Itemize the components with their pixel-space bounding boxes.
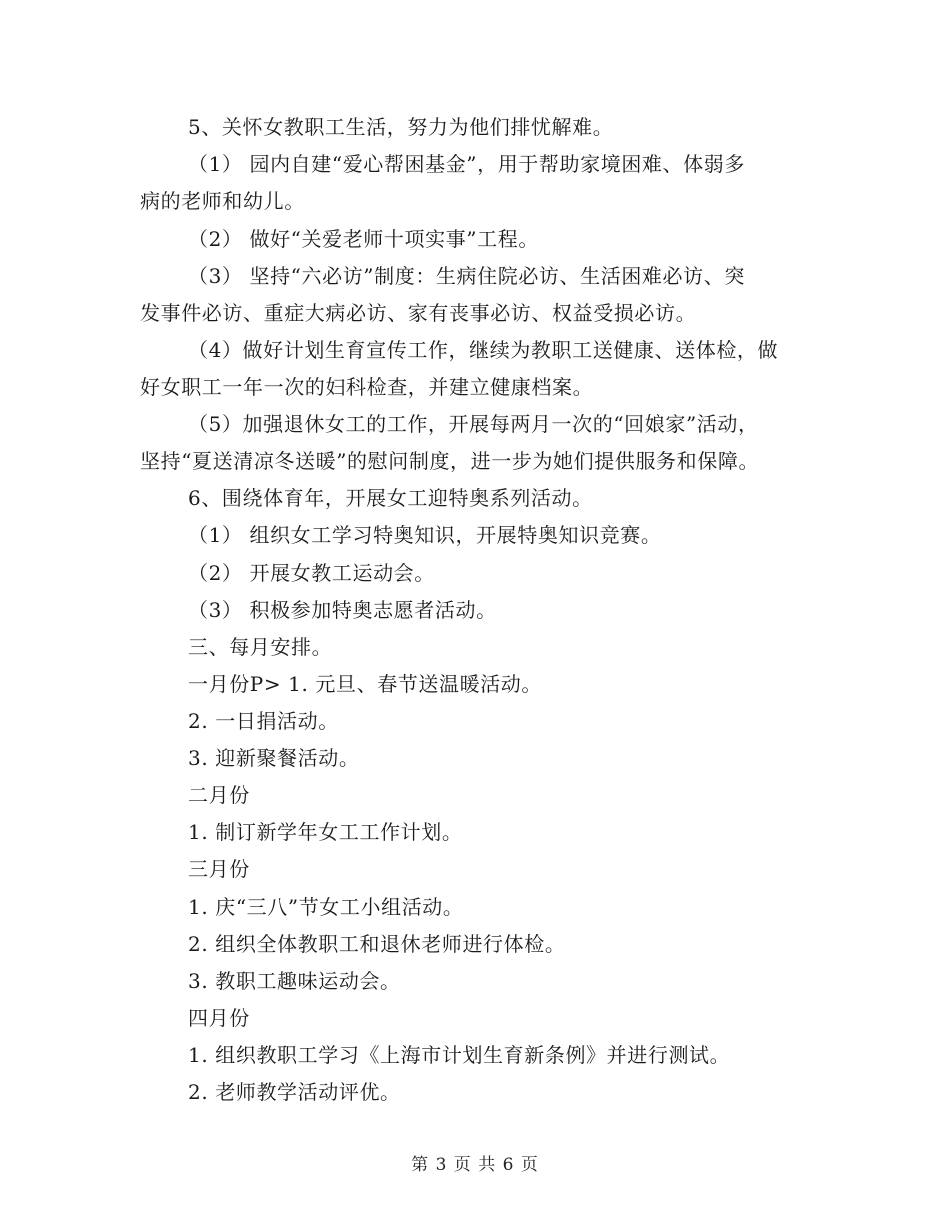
text-line: 病的老师和幼儿。 bbox=[140, 189, 305, 213]
text-line: （2） 做好“关爱老师十项实事”工程。 bbox=[188, 227, 539, 251]
month-heading: 二月份 bbox=[188, 783, 250, 807]
text-line: 坚持“夏送清凉冬送暖”的慰问制度，进一步为她们提供服务和保障。 bbox=[140, 449, 760, 473]
text-line: （1） 组织女工学习特奥知识，开展特奥知识竞赛。 bbox=[188, 523, 662, 547]
text-line: （2） 开展女教工运动会。 bbox=[188, 561, 435, 585]
text-line: 6、围绕体育年，开展女工迎特奥系列活动。 bbox=[188, 486, 593, 510]
text-line: 1. 组织教职工学习《上海市计划生育新条例》并进行测试。 bbox=[188, 1043, 731, 1067]
page-footer: 第 3 页 共 6 页 bbox=[411, 1155, 539, 1175]
section-heading: 三、每月安排。 bbox=[188, 635, 333, 659]
text-line: 2. 一日捐活动。 bbox=[188, 709, 339, 733]
text-line: （3） 坚持“六必访”制度：生病住院必访、生活困难必访、突 bbox=[188, 264, 745, 288]
text-line: 2. 老师教学活动评优。 bbox=[188, 1080, 401, 1104]
text-line: 3. 迎新聚餐活动。 bbox=[188, 746, 360, 770]
text-line: 3. 教职工趣味运动会。 bbox=[188, 969, 401, 993]
text-line: 1. 制订新学年女工工作计划。 bbox=[188, 820, 463, 844]
text-line: （4）做好计划生育宣传工作，继续为教职工送健康、送体检，做 bbox=[188, 338, 779, 362]
month-heading: 四月份 bbox=[188, 1006, 250, 1030]
text-line: （3） 积极参加特奥志愿者活动。 bbox=[188, 598, 497, 622]
month-heading: 三月份 bbox=[188, 857, 250, 881]
text-line: （5）加强退休女工的工作，开展每两月一次的“回娘家”活动， bbox=[188, 412, 759, 436]
text-line: 一月份P> 1. 元旦、春节送温暖活动。 bbox=[188, 672, 543, 696]
text-line: 1. 庆“三八”节女工小组活动。 bbox=[188, 895, 464, 919]
text-line: 5、关怀女教职工生活，努力为他们排忧解难。 bbox=[188, 115, 614, 139]
text-line: 发事件必访、重症大病必访、家有丧事必访、权益受损必访。 bbox=[140, 301, 697, 325]
text-line: （1） 园内自建“爱心帮困基金”，用于帮助家境困难、体弱多 bbox=[188, 152, 745, 176]
text-line: 好女职工一年一次的妇科检查，并建立健康档案。 bbox=[140, 375, 594, 399]
text-line: 2. 组织全体教职工和退休老师进行体检。 bbox=[188, 932, 566, 956]
